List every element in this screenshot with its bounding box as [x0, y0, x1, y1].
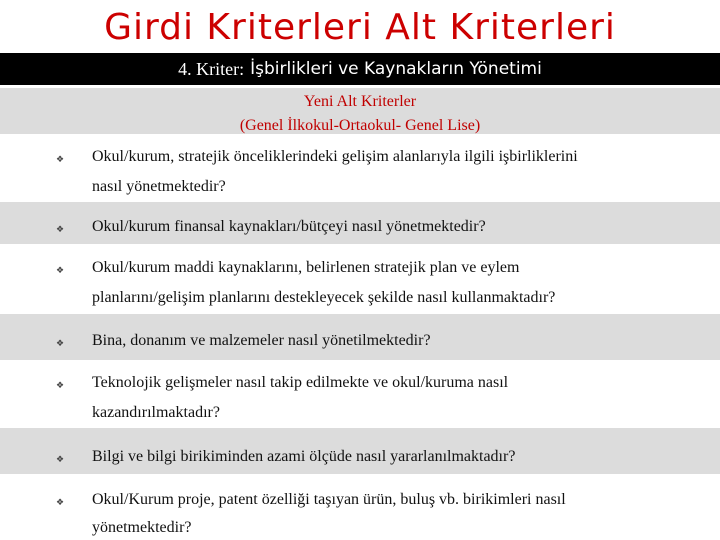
- list-item-text-cont: kazandırılmaktadır?: [92, 404, 220, 421]
- list-item-text: Okul/kurum maddi kaynaklarını, belirlenen stratejik plan ve eylem: [92, 259, 520, 276]
- list-item-text-cont: planlarını/gelişim planlarını destekleyecek şekilde nasıl kullanmaktadır?: [92, 289, 556, 306]
- diamond-bullet-icon: ❖: [56, 380, 65, 390]
- list-item-text: Bilgi ve bilgi birikiminden azami ölçüde nasıl yararlanılmaktadır?: [92, 448, 516, 465]
- diamond-bullet-icon: ❖: [56, 454, 65, 464]
- diamond-bullet-icon: ❖: [56, 265, 65, 275]
- diamond-bullet-icon: ❖: [56, 338, 65, 348]
- list-item-text: Okul/kurum finansal kaynakları/bütçeyi nasıl yönetmektedir?: [92, 218, 486, 235]
- list-item-text: Okul/Kurum proje, patent özelliği taşıyan ürün, buluş vb. birikimleri nasıl: [92, 491, 566, 508]
- list-item-text: Teknolojik gelişmeler nasıl takip edilmekte ve okul/kuruma nasıl: [92, 374, 509, 391]
- list-item-text: Bina, donanım ve malzemeler nasıl yönetilmektedir?: [92, 332, 431, 349]
- subcriteria-heading-line2: (Genel İlkokul-Ortaokul- Genel Lise): [239, 117, 481, 134]
- criterion-number: 4. Kriter:: [178, 58, 245, 79]
- diamond-bullet-icon: ❖: [56, 497, 65, 507]
- diamond-bullet-icon: ❖: [56, 224, 65, 234]
- criterion-header-bar: [0, 53, 720, 85]
- criterion-title: İşbirlikleri ve Kaynakların Yönetimi: [250, 59, 542, 79]
- page-title: Girdi Kriterleri Alt Kriterleri: [104, 7, 616, 48]
- subcriteria-heading-line1: Yeni Alt Kriterler: [303, 93, 417, 110]
- diamond-bullet-icon: ❖: [56, 154, 65, 164]
- subcriteria-heading: [0, 90, 720, 138]
- list-item-text-cont: nasıl yönetmektedir?: [92, 178, 226, 195]
- list-item-text-cont: yönetmektedir?: [92, 519, 192, 536]
- list-item-text: Okul/kurum, stratejik önceliklerindeki gelişim alanlarıyla ilgili işbirliklerini: [92, 148, 578, 165]
